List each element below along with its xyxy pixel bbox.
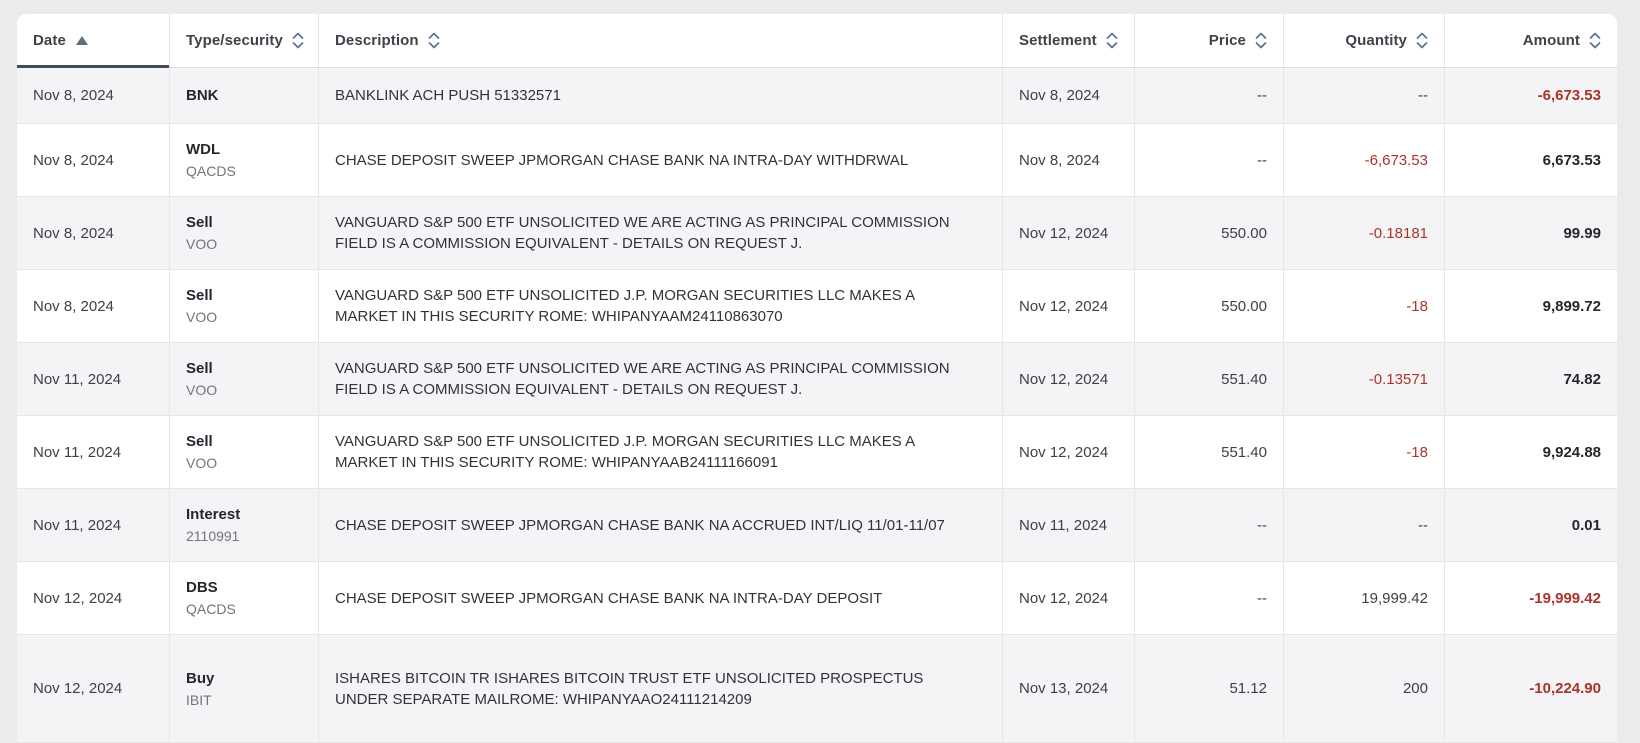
transaction-type: Sell [186, 287, 213, 304]
cell-settlement [1003, 489, 1135, 561]
cell-quantity [1284, 68, 1445, 123]
cell-date [17, 124, 170, 196]
table-row[interactable] [17, 416, 1617, 489]
price-value: 550.00 [1221, 297, 1267, 315]
column-header-quantity[interactable] [1284, 14, 1445, 68]
cell-amount [1445, 270, 1617, 342]
cell-amount [1445, 489, 1617, 561]
cell-type-security [170, 489, 319, 561]
cell-quantity [1284, 562, 1445, 634]
cell-quantity [1284, 270, 1445, 342]
cell-price [1135, 562, 1284, 634]
price-value: -- [1257, 151, 1267, 169]
cell-type-security [170, 635, 319, 742]
security-ticker: QACDS [186, 601, 236, 617]
transaction-description: VANGUARD S&P 500 ETF UNSOLICITED WE ARE ACTING AS PRINCIPAL COMMISSION FIELD IS A COMMISSION EQUIVALENT - DETAILS ON REQUEST J. [335, 214, 950, 252]
settlement-date: Nov 12, 2024 [1019, 443, 1109, 461]
transaction-description: CHASE DEPOSIT SWEEP JPMORGAN CHASE BANK NA INTRA-DAY WITHDRWAL [335, 151, 909, 169]
security-ticker: IBIT [186, 691, 212, 708]
cell-date [17, 416, 170, 488]
column-label: Quantity [1345, 32, 1407, 49]
cell-price [1135, 197, 1284, 269]
settlement-date: Nov 13, 2024 [1019, 680, 1109, 697]
transaction-date: Nov 8, 2024 [33, 87, 114, 104]
cell-date [17, 489, 170, 561]
quantity-value: 200 [1402, 680, 1428, 697]
transaction-description: CHASE DEPOSIT SWEEP JPMORGAN CHASE BANK NA ACCRUED INT/LIQ 11/01-11/07 [335, 516, 945, 534]
amount-value: 6,673.53 [1542, 151, 1601, 169]
sort-ascending-icon [75, 35, 89, 46]
settlement-date: Nov 12, 2024 [1019, 297, 1109, 315]
cell-quantity [1284, 635, 1445, 742]
security-ticker: QACDS [186, 163, 236, 179]
cell-price [1135, 343, 1284, 415]
cell-settlement [1003, 562, 1135, 634]
amount-value: 9,899.72 [1542, 297, 1601, 315]
column-label: Description [335, 32, 419, 49]
transaction-type: WDL [186, 141, 221, 158]
cell-type-security [170, 270, 319, 342]
quantity-value: -0.13571 [1368, 370, 1428, 388]
table-row[interactable] [17, 197, 1617, 270]
cell-date [17, 68, 170, 123]
security-ticker: VOO [186, 455, 218, 471]
price-value: -- [1257, 516, 1267, 534]
transaction-type: Interest [186, 506, 241, 523]
quantity-value: 19,999.42 [1361, 589, 1428, 607]
table-row[interactable] [17, 343, 1617, 416]
quantity-value: -18 [1406, 297, 1428, 315]
settlement-date: Nov 8, 2024 [1019, 87, 1100, 104]
transaction-date: Nov 8, 2024 [33, 224, 114, 242]
cell-description [319, 197, 1003, 269]
amount-value: 9,924.88 [1542, 443, 1601, 461]
column-header-settlement[interactable] [1003, 14, 1135, 68]
amount-value: 99.99 [1563, 224, 1601, 242]
cell-description [319, 416, 1003, 488]
cell-price [1135, 416, 1284, 488]
cell-description [319, 68, 1003, 123]
transaction-description: BANKLINK ACH PUSH 51332571 [335, 87, 561, 104]
cell-type-security [170, 124, 319, 196]
security-ticker: VOO [186, 309, 218, 325]
amount-value: -19,999.42 [1529, 589, 1601, 607]
transaction-date: Nov 12, 2024 [33, 589, 123, 607]
price-value: 551.40 [1221, 370, 1267, 388]
column-label: Settlement [1019, 32, 1097, 49]
cell-description [319, 343, 1003, 415]
cell-amount [1445, 343, 1617, 415]
cell-settlement [1003, 68, 1135, 123]
transaction-type: Sell [186, 214, 213, 231]
cell-quantity [1284, 124, 1445, 196]
transaction-description: ISHARES BITCOIN TR ISHARES BITCOIN TRUST ETF UNSOLICITED PROSPECTUS UNDER SEPARATE MAILROME: WHIPANYAAO24111214209 [335, 669, 924, 708]
cell-date [17, 343, 170, 415]
transaction-date: Nov 11, 2024 [33, 370, 122, 388]
sort-toggle-icon [428, 32, 440, 49]
transaction-type: BNK [186, 87, 219, 104]
cell-type-security [170, 416, 319, 488]
table-header-row [17, 14, 1617, 68]
settlement-date: Nov 12, 2024 [1019, 589, 1109, 607]
amount-value: -6,673.53 [1537, 87, 1601, 104]
column-header-amount[interactable] [1445, 14, 1617, 68]
table-body [17, 68, 1617, 743]
quantity-value: -0.18181 [1368, 224, 1428, 242]
quantity-value: -6,673.53 [1364, 151, 1428, 169]
price-value: -- [1257, 87, 1267, 104]
table-row[interactable] [17, 270, 1617, 343]
table-row[interactable] [17, 68, 1617, 124]
price-value: 51.12 [1229, 680, 1267, 697]
security-ticker: 2110991 [186, 528, 240, 544]
cell-type-security [170, 562, 319, 634]
amount-value: -10,224.90 [1529, 680, 1601, 697]
cell-type-security [170, 343, 319, 415]
settlement-date: Nov 8, 2024 [1019, 151, 1100, 169]
cell-date [17, 635, 170, 742]
transaction-date: Nov 8, 2024 [33, 297, 114, 315]
cell-quantity [1284, 489, 1445, 561]
quantity-value: -- [1418, 516, 1428, 534]
cell-settlement [1003, 197, 1135, 269]
cell-date [17, 197, 170, 269]
security-ticker: VOO [186, 236, 218, 252]
transaction-description: VANGUARD S&P 500 ETF UNSOLICITED J.P. MORGAN SECURITIES LLC MAKES A MARKET IN THIS SECURITY ROME: WHIPANYAAB24111166091 [335, 433, 915, 471]
cell-settlement [1003, 343, 1135, 415]
price-value: 551.40 [1221, 443, 1267, 461]
quantity-value: -- [1418, 87, 1428, 104]
sort-toggle-icon [1106, 32, 1118, 49]
cell-settlement [1003, 416, 1135, 488]
table-row[interactable] [17, 489, 1617, 562]
cell-date [17, 270, 170, 342]
price-value: 550.00 [1221, 224, 1267, 242]
transaction-type: Sell [186, 433, 213, 450]
cell-price [1135, 124, 1284, 196]
column-header-date[interactable] [17, 14, 170, 68]
quantity-value: -18 [1406, 443, 1428, 461]
cell-price [1135, 270, 1284, 342]
cell-description [319, 635, 1003, 742]
cell-type-security [170, 197, 319, 269]
transaction-type: Sell [186, 360, 213, 377]
column-header-type-security[interactable] [170, 14, 319, 68]
cell-price [1135, 489, 1284, 561]
cell-price [1135, 68, 1284, 123]
settlement-date: Nov 11, 2024 [1019, 516, 1108, 534]
cell-price [1135, 635, 1284, 742]
cell-type-security [170, 68, 319, 123]
cell-quantity [1284, 416, 1445, 488]
cell-settlement [1003, 124, 1135, 196]
column-label: Date [33, 32, 66, 49]
cell-description [319, 562, 1003, 634]
cell-amount [1445, 68, 1617, 123]
sort-toggle-icon [292, 32, 304, 49]
price-value: -- [1257, 589, 1267, 607]
sort-toggle-icon [1255, 32, 1267, 49]
transaction-description: VANGUARD S&P 500 ETF UNSOLICITED WE ARE ACTING AS PRINCIPAL COMMISSION FIELD IS A COMMISSION EQUIVALENT - DETAILS ON REQUEST J. [335, 360, 950, 398]
column-label: Amount [1522, 32, 1580, 49]
security-ticker: VOO [186, 382, 218, 398]
cell-amount [1445, 197, 1617, 269]
sort-toggle-icon [1416, 32, 1428, 49]
cell-description [319, 270, 1003, 342]
amount-value: 0.01 [1571, 516, 1601, 534]
cell-settlement [1003, 270, 1135, 342]
transaction-description: VANGUARD S&P 500 ETF UNSOLICITED J.P. MORGAN SECURITIES LLC MAKES A MARKET IN THIS SECURITY ROME: WHIPANYAAM24110863070 [335, 287, 915, 325]
cell-description [319, 489, 1003, 561]
column-header-description[interactable] [319, 14, 1003, 68]
transaction-date: Nov 12, 2024 [33, 680, 123, 697]
transaction-description: CHASE DEPOSIT SWEEP JPMORGAN CHASE BANK NA INTRA-DAY DEPOSIT [335, 589, 883, 607]
table-row[interactable] [17, 124, 1617, 197]
table-row[interactable] [17, 635, 1617, 743]
cell-settlement [1003, 635, 1135, 742]
transaction-type: DBS [186, 579, 218, 596]
settlement-date: Nov 12, 2024 [1019, 224, 1109, 242]
transaction-type: Buy [186, 669, 215, 687]
cell-quantity [1284, 343, 1445, 415]
settlement-date: Nov 12, 2024 [1019, 370, 1109, 388]
column-header-price[interactable] [1135, 14, 1284, 68]
amount-value: 74.82 [1563, 370, 1601, 388]
sort-toggle-icon [1589, 32, 1601, 49]
table-row[interactable] [17, 562, 1617, 635]
cell-amount [1445, 635, 1617, 742]
cell-amount [1445, 416, 1617, 488]
cell-quantity [1284, 197, 1445, 269]
transaction-date: Nov 11, 2024 [33, 516, 122, 534]
transactions-table [17, 14, 1617, 743]
transaction-date: Nov 8, 2024 [33, 151, 114, 169]
column-label: Price [1208, 32, 1246, 49]
column-label: Type/security [186, 32, 283, 49]
cell-description [319, 124, 1003, 196]
cell-amount [1445, 562, 1617, 634]
transaction-date: Nov 11, 2024 [33, 443, 122, 461]
cell-amount [1445, 124, 1617, 196]
cell-date [17, 562, 170, 634]
